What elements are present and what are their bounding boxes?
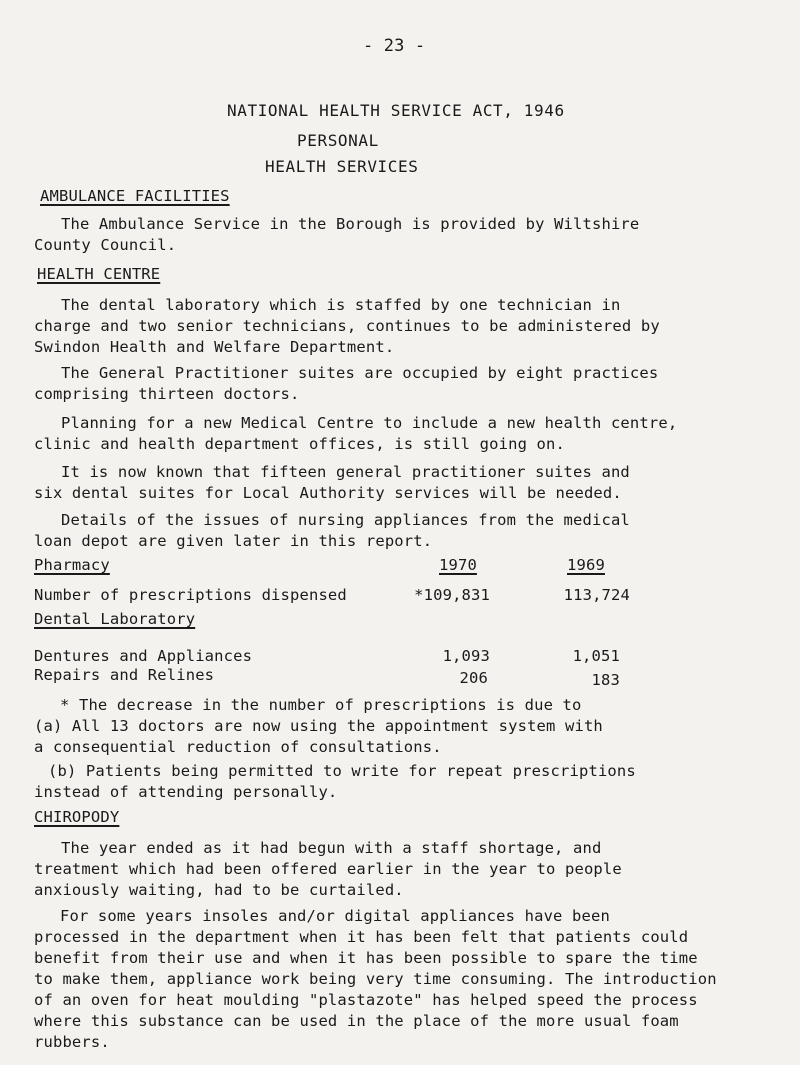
year-1970: 1970: [439, 556, 477, 574]
prescriptions-label: Number of prescriptions dispensed: [34, 586, 347, 604]
heading-chiropody: CHIROPODY: [34, 808, 120, 826]
paragraph-nursing-appliances: Details of the issues of nursing appliances from the medical loan depot are given later in this report.: [34, 511, 630, 550]
repairs-1969: 183: [591, 671, 620, 689]
dentures-1969: 1,051: [572, 647, 620, 665]
paragraph-suites-needed: It is now known that fifteen general practitioner suites and six dental suites for Local Authority services will be needed.: [34, 463, 630, 502]
title-health-services: HEALTH SERVICES: [265, 157, 419, 176]
title-personal: PERSONAL: [297, 131, 379, 150]
paragraph-insoles: For some years insoles and/or digital appliances have been processed in the department when it has been felt that patients could benefit from their use and when it has been possible to spare the time to make them, appliance work being very time consuming. The introduction of an oven for heat moulding "plastazote" has helped speed the process where this substance can be used in the place of the more usual foam rubbers.: [34, 907, 717, 1051]
paragraph-staff-shortage: The year ended as it had begun with a staff shortage, and treatment which had been offered earlier in the year to people anxiously waiting, had to be curtailed.: [34, 839, 622, 899]
document-title: NATIONAL HEALTH SERVICE ACT, 1946: [227, 101, 565, 120]
page-number: - 23 -: [363, 36, 426, 56]
dentures-label: Dentures and Appliances: [34, 647, 253, 665]
heading-health-centre: HEALTH CENTRE: [37, 265, 161, 283]
paragraph-gp-suites: The General Practitioner suites are occupied by eight practices comprising thirteen doctors.: [34, 364, 659, 403]
note-prescriptions-decrease: * The decrease in the number of prescriptions is due to (a) All 13 doctors are now using the appointment system with a consequential reduction of consultations.: [34, 696, 603, 756]
heading-dental-laboratory: Dental Laboratory: [34, 610, 196, 628]
paragraph-ambulance: The Ambulance Service in the Borough is provided by Wiltshire County Council.: [34, 215, 640, 254]
paragraph-dental-laboratory: The dental laboratory which is staffed by one technician in charge and two senior technicians, continues to be administered by Swindon Health and Welfare Department.: [34, 296, 660, 356]
year-1969: 1969: [567, 556, 605, 574]
heading-pharmacy: Pharmacy: [34, 556, 110, 574]
prescriptions-1970: *109,831: [414, 586, 490, 604]
prescriptions-1969: 113,724: [563, 586, 630, 604]
heading-ambulance-facilities: AMBULANCE FACILITIES: [40, 187, 230, 205]
dentures-1970: 1,093: [442, 647, 490, 665]
note-repeat-prescriptions: (b) Patients being permitted to write for repeat prescriptions instead of attending personally.: [34, 762, 636, 801]
paragraph-medical-centre: Planning for a new Medical Centre to include a new health centre, clinic and health department offices, is still going on.: [34, 414, 678, 453]
repairs-label: Repairs and Relines: [34, 666, 215, 684]
repairs-1970: 206: [459, 669, 488, 687]
